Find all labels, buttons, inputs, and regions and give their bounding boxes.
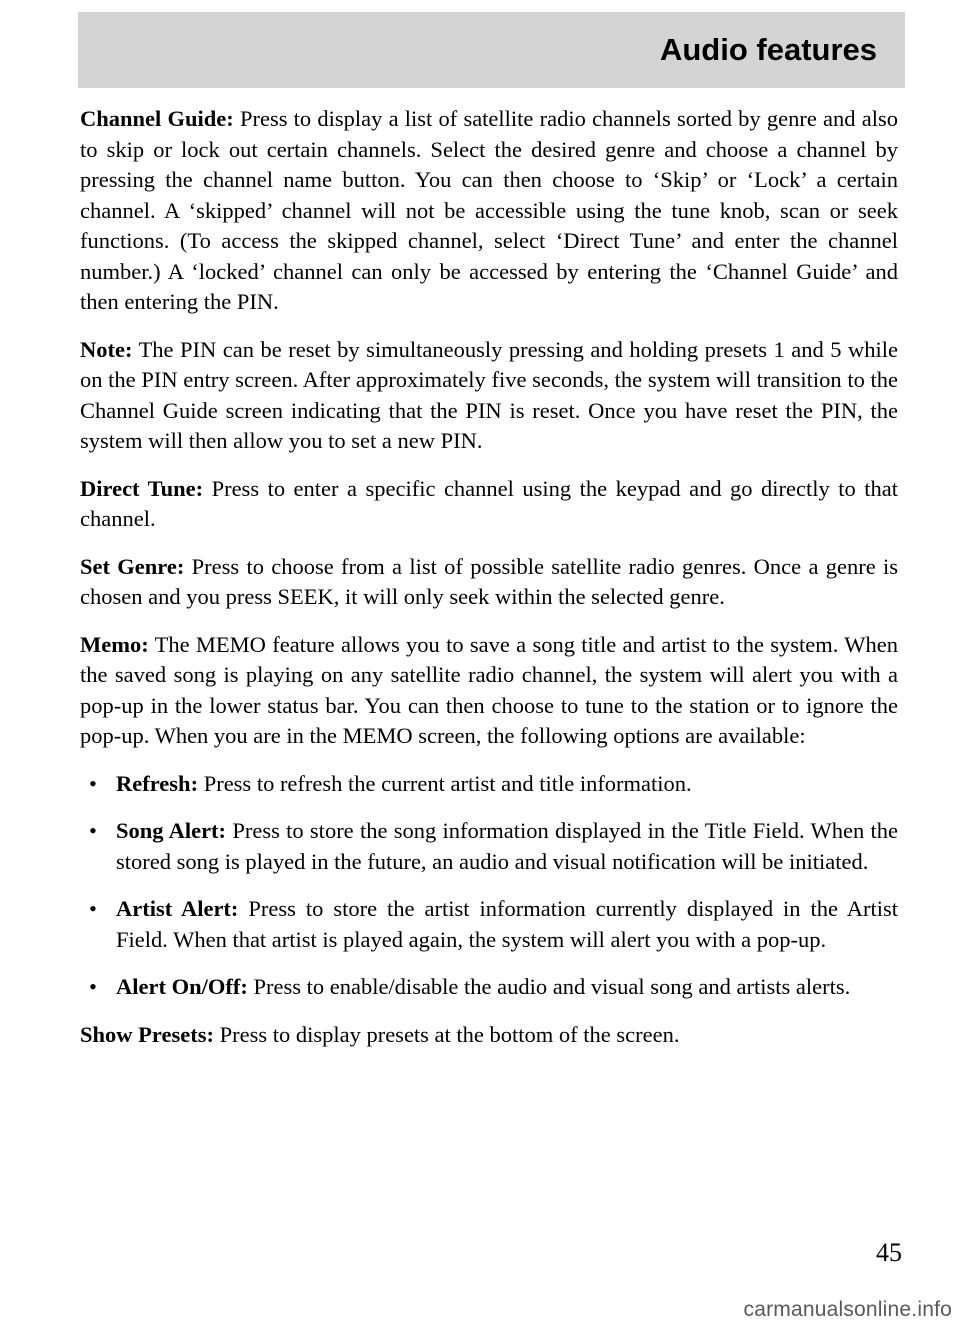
paragraph-memo [80,630,898,752]
page-number: 45 [876,1238,902,1267]
paragraph-body: Press to enter a specific channel using the keypad and go directly to that channel. [80,475,898,531]
paragraph-lead: Direct Tune: [80,475,204,501]
list-item-body: Press to store the artist information currently displayed in the Artist Field. When that artist is played again, the system will alert you with a pop-up. [116,896,898,952]
list-item-lead: Song Alert: [116,818,227,843]
bullet-icon: • [89,974,97,999]
list-item-lead: Artist Alert: [116,896,239,921]
list-item [80,816,898,877]
paragraph-body: The PIN can be reset by simultaneously pressing and holding presets 1 and 5 while on the PIN entry screen. After approximately five seconds, the system will transition to the Channel Guide screen indicating that the PIN is reset. Once you have reset the PIN, the system will then allow you to set a new PIN. [80,336,898,453]
list-item-content [116,972,898,1003]
paragraph-lead: Channel Guide: [80,106,234,131]
paragraph-show-presets [80,1020,898,1051]
list-item [80,972,898,1003]
list-item-body: Press to refresh the current artist and title information. [198,770,692,796]
bullet-icon: • [89,818,97,843]
paragraph-set-genre [80,552,898,613]
list-item-content [116,769,898,800]
paragraph-body: Press to choose from a list of possible satellite radio genres. Once a genre is chosen and you press SEEK, it will only seek within the selected genre. [80,553,898,609]
list-item-content [116,816,898,877]
paragraph-lead: Set Genre: [80,553,185,579]
paragraph-body: The MEMO feature allows you to save a song title and artist to the system. When the saved song is playing on any satellite radio channel, the system will alert you with a pop-up in the lower status bar. You can then choose to tune to the station or to ignore the pop-up. When you are in the MEMO screen, the following options are available: [80,631,898,748]
list-item-body: Press to enable/disable the audio and visual song and artists alerts. [247,974,851,999]
paragraph-body: Press to display a list of satellite radio channels sorted by genre and also to skip or lock out certain channels. Select the desired genre and choose a channel by pressing the channel name button. You can then choose to ‘Skip’ or ‘Lock’ a certain channel. A ‘skipped’ channel will not be accessible using the tune knob, scan or seek functions. (To access the skipped channel, select ‘Direct Tune’ and enter the channel number.) A ‘locked’ channel can only be accessed by entering the ‘Channel Guide’ and then entering the PIN. [80,106,898,314]
list-item-lead: Refresh: [116,770,199,796]
list-item-lead: Alert On/Off: [116,974,248,999]
paragraph-lead: Show Presets: [80,1021,214,1047]
list-item [80,769,898,800]
paragraph-direct-tune [80,474,898,535]
paragraph-lead: Memo: [80,631,149,657]
bullet-icon: • [89,770,97,796]
bullet-icon: • [89,896,97,921]
list-item-content [116,894,898,955]
page-title: Audio features [659,32,877,67]
list-item-body: Press to store the song information displayed in the Title Field. When the stored song is played in the future, an audio and visual notification will be initiated. [116,818,899,874]
list-item [80,894,898,955]
page-content [80,104,898,1050]
page-header-band [78,12,905,88]
paragraph-note [80,335,898,457]
paragraph-lead: Note: [80,336,133,362]
paragraph-channel-guide [80,104,898,318]
paragraph-body: Press to display presets at the bottom of the screen. [213,1021,680,1047]
site-watermark: carmanualsonline.info [743,1298,952,1321]
